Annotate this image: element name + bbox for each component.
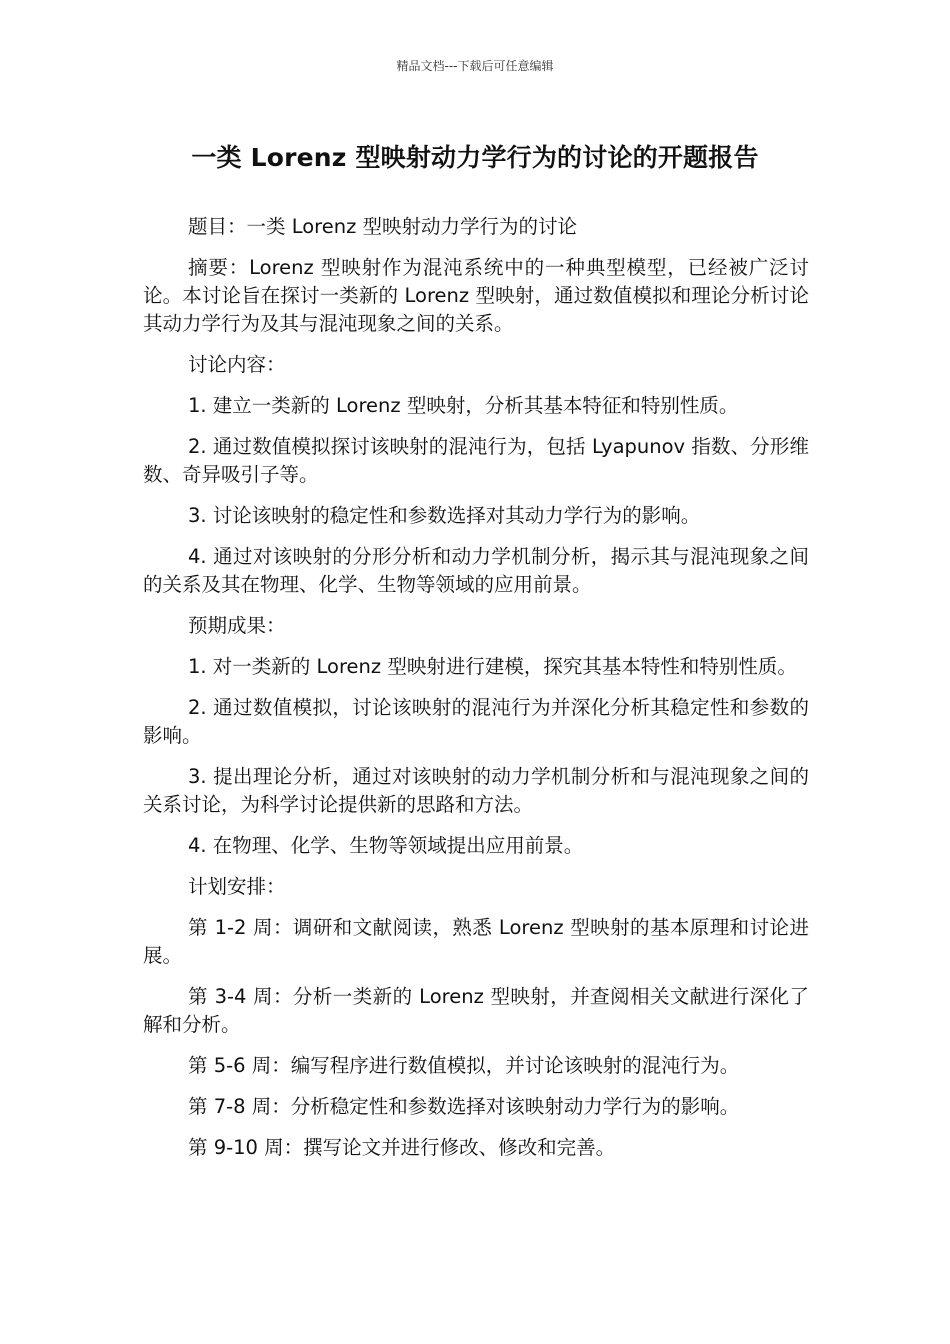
schedule-item: 第 1-2 周：调研和文献阅读，熟悉 Lorenz 型映射的基本原理和讨论进展。 (143, 916, 809, 967)
list-item: 2. 通过数值模拟探讨该映射的混沌行为，包括 Lyapunov 指数、分形维数、奇异吸引子等。 (143, 435, 809, 486)
page-title: 一类 Lorenz 型映射动力学行为的讨论的开题报告 (191, 143, 759, 172)
document-body (143, 213, 809, 1175)
list-item: 1. 建立一类新的 Lorenz 型映射，分析其基本特征和特别性质。 (188, 394, 739, 417)
section-heading-schedule: 计划安排： (188, 875, 286, 898)
schedule-item: 第 9-10 周：撰写论文并进行修改、修改和完善。 (188, 1136, 616, 1159)
schedule-item: 第 5-6 周：编写程序进行数值模拟，并讨论该映射的混沌行为。 (188, 1054, 740, 1077)
paragraph-abstract: 摘要：Lorenz 型映射作为混沌系统中的一种典型模型，已经被广泛讨论。本讨论旨在探讨一类新的 Lorenz 型映射，通过数值模拟和理论分析讨论其动力学行为及其与混沌现象之间的关系。 (143, 256, 809, 335)
header-note: 精品文档---下载后可任意编辑 (396, 59, 554, 73)
list-item: 4. 在物理、化学、生物等领域提出应用前景。 (188, 834, 584, 857)
section-heading-results: 预期成果： (188, 614, 286, 637)
schedule-item: 第 7-8 周：分析稳定性和参数选择对该映射动力学行为的影响。 (188, 1095, 740, 1118)
list-item: 1. 对一类新的 Lorenz 型映射进行建模，探究其基本特性和特别性质。 (188, 655, 797, 678)
list-item: 3. 讨论该映射的稳定性和参数选择对其动力学行为的影响。 (188, 504, 701, 527)
list-item: 4. 通过对该映射的分形分析和动力学机制分析，揭示其与混沌现象之间的关系及其在物理、化学、生物等领域的应用前景。 (143, 545, 809, 596)
section-heading-content: 讨论内容： (188, 353, 286, 376)
schedule-item: 第 3-4 周：分析一类新的 Lorenz 型映射，并查阅相关文献进行深化了解和分析。 (143, 985, 809, 1036)
list-item: 2. 通过数值模拟，讨论该映射的混沌行为并深化分析其稳定性和参数的影响。 (143, 696, 809, 747)
paragraph-topic: 题目：一类 Lorenz 型映射动力学行为的讨论 (188, 215, 578, 238)
list-item: 3. 提出理论分析，通过对该映射的动力学机制分析和与混沌现象之间的关系讨论，为科学讨论提供新的思路和方法。 (143, 765, 809, 816)
